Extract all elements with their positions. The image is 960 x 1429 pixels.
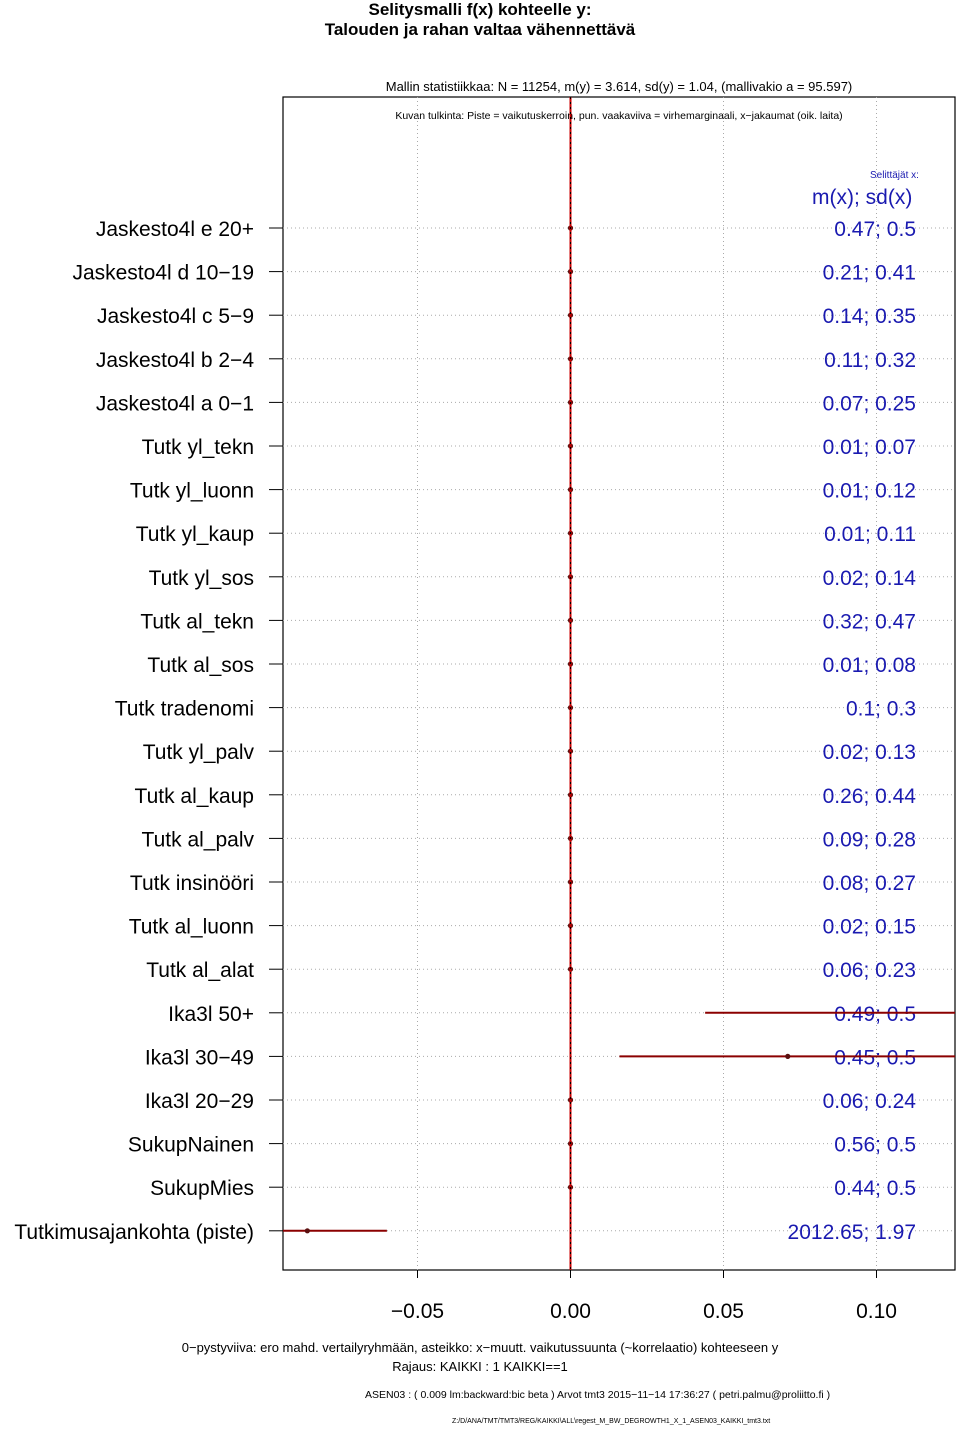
row-label: Ika3l 50+ (168, 1002, 254, 1026)
footer-rajaus: Rajaus: KAIKKI : 1 KAIKKI==1 (392, 1359, 568, 1374)
row-label: Tutk yl_tekn (141, 436, 254, 459)
row-label: Tutk yl_kaup (135, 523, 254, 547)
row-stats: 0.26; 0.44 (822, 784, 916, 808)
row-label: Jaskesto4l a 0−1 (95, 392, 254, 416)
coefficient-point (785, 1054, 790, 1059)
selittajat-label: Selittäjät x: (870, 170, 919, 181)
row-label: Tutk al_sos (147, 654, 254, 677)
row-stats: 0.06; 0.24 (822, 1090, 916, 1113)
coefficient-point (305, 1228, 310, 1233)
x-tick-label: −0.05 (390, 1300, 445, 1323)
row-label: Tutk al_kaup (134, 784, 254, 808)
x-tick-label: 0.10 (856, 1300, 897, 1323)
row-stats: 0.08; 0.27 (822, 872, 916, 895)
x-tick-label: 0.00 (550, 1300, 591, 1323)
row-stats: 0.01; 0.11 (824, 523, 916, 547)
row-label: Tutk insinööri (129, 872, 254, 895)
row-stats: 0.09; 0.28 (822, 828, 916, 852)
row-label: Jaskesto4l d 10−19 (72, 261, 254, 285)
row-label: Tutk al_tekn (140, 610, 254, 634)
row-stats: 0.49; 0.5 (834, 1002, 916, 1026)
row-stats: 0.11; 0.32 (824, 348, 916, 372)
row-stats: 0.02; 0.15 (822, 915, 916, 939)
row-label: Ika3l 30−49 (144, 1046, 254, 1070)
row-label: Ika3l 20−29 (144, 1090, 254, 1113)
row-stats: 2012.65; 1.97 (787, 1220, 916, 1244)
row-stats: 0.14; 0.35 (822, 305, 916, 329)
row-stats: 0.47; 0.5 (834, 218, 916, 241)
row-label: Jaskesto4l b 2−4 (95, 348, 254, 372)
row-label: Tutk al_alat (146, 959, 254, 983)
row-stats: 0.02; 0.14 (822, 566, 916, 590)
row-label: Tutk al_palv (141, 828, 254, 852)
row-stats: 0.56; 0.5 (834, 1133, 916, 1157)
row-stats: 0.06; 0.23 (822, 959, 916, 983)
row-label: SukupMies (150, 1177, 254, 1201)
footer-zero-line-note: 0−pystyviiva: ero mahd. vertailyryhmään, asteikko: x−muutt. vaikutussuunta (~korrelaatio) kohteeseen y (181, 1340, 779, 1355)
row-label: Tutk al_luonn (128, 915, 254, 939)
row-stats: 0.32; 0.47 (822, 610, 916, 634)
row-stats: 0.21; 0.41 (822, 261, 916, 285)
row-stats: 0.01; 0.08 (822, 654, 916, 677)
row-label: Tutk yl_luonn (129, 479, 254, 503)
row-label: SukupNainen (127, 1133, 254, 1157)
row-label: Jaskesto4l e 20+ (95, 218, 254, 241)
footer-model-info: ASEN03 : ( 0.009 lm:backward:bic beta ) Arvot tmt3 2015−11−14 17:36:27 ( petri.palmu@proliitto.fi ) (365, 1389, 831, 1401)
row-stats: 0.45; 0.5 (834, 1046, 916, 1070)
stats-column-header: m(x); sd(x) (812, 186, 913, 209)
row-label: Tutk yl_palv (142, 741, 254, 765)
row-stats: 0.01; 0.07 (822, 436, 916, 459)
row-stats: 0.1; 0.3 (845, 697, 916, 721)
chart-title-line2: Talouden ja rahan valtaa vähennettävä (324, 20, 636, 39)
row-stats: 0.01; 0.12 (822, 479, 916, 503)
row-stats: 0.02; 0.13 (822, 741, 916, 765)
row-label: Jaskesto4l c 5−9 (96, 305, 254, 329)
chart-title-line1: Selitysmalli f(x) kohteelle y: (368, 0, 592, 19)
row-label: Tutkimusajankohta (piste) (14, 1220, 254, 1244)
row-stats: 0.44; 0.5 (834, 1177, 916, 1201)
footer-file-path: Z:/D/ANA/TMT/TMT3/REG/KAIKKI\ALL\regest_M_BW_DEGROWTH1_X_1_ASEN03_KAIKKI_tmt3.txt (452, 1418, 771, 1425)
model-stats: Mallin statistiikkaa: N = 11254, m(y) = 3.614, sd(y) = 1.04, (mallivakio a = 95.597) (385, 79, 853, 94)
row-label: Tutk yl_sos (148, 566, 254, 590)
legend-note: Kuvan tulkinta: Piste = vaikutuskerroin, pun. vaakaviiva = virhemarginaali, x−jakaumat (oik. laita) (395, 110, 843, 122)
row-stats: 0.07; 0.25 (822, 392, 916, 416)
row-label: Tutk tradenomi (114, 697, 254, 721)
x-tick-label: 0.05 (703, 1300, 744, 1323)
